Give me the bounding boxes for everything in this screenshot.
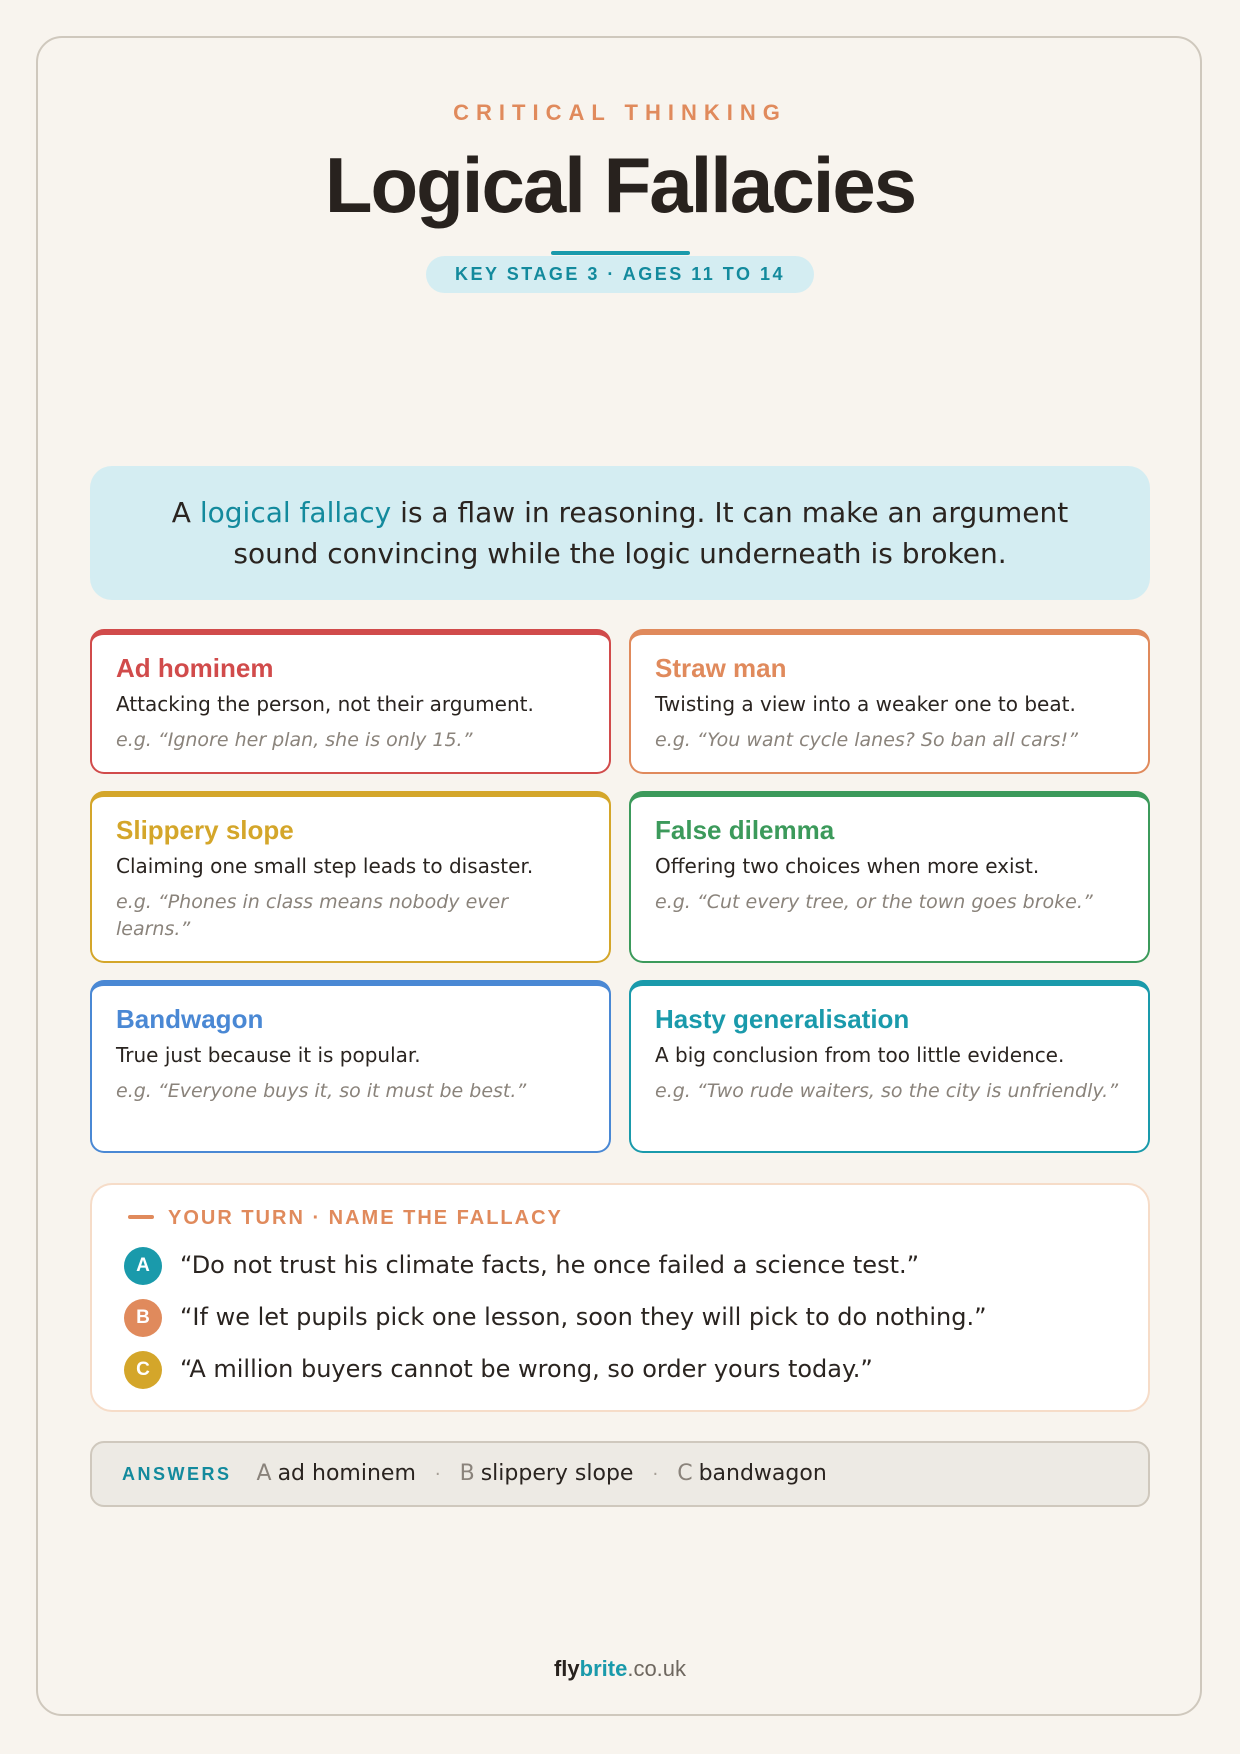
key-stage-badge: KEY STAGE 3 · AGES 11 TO 14 (426, 256, 814, 293)
fallacy-name: Hasty generalisation (655, 1004, 910, 1034)
answer-letter: C (677, 1461, 693, 1486)
fallacy-definition: Claiming one small step leads to disaster. (116, 854, 534, 878)
fallacy-example: e.g. “Phones in class means nobody ever learns.” (116, 891, 509, 940)
fallacy-example: e.g. “Ignore her plan, she is only 15.” (116, 729, 473, 751)
dash-icon (128, 1215, 154, 1219)
your-turn-heading (128, 1207, 563, 1230)
fallacy-name: Bandwagon (116, 1004, 264, 1034)
intro-box (90, 466, 1150, 600)
eyebrow-label: CRITICAL THINKING (453, 100, 787, 125)
fallacy-name: Straw man (655, 653, 787, 683)
question-text: “Do not trust his climate facts, he once failed a science test.” (180, 1251, 920, 1279)
fallacy-definition: Attacking the person, not their argument. (116, 692, 534, 716)
fallacy-name: Slippery slope (116, 815, 294, 845)
answer-text: ad hominem (277, 1461, 416, 1486)
answer-separator: · (434, 1464, 441, 1485)
intro-text-start: A (171, 496, 200, 529)
question-item (124, 1297, 987, 1337)
fallacy-example: e.g. “Cut every tree, or the town goes broke.” (655, 891, 1093, 913)
fallacy-example: e.g. “Two rude waiters, so the city is unfriendly.” (655, 1080, 1119, 1102)
answer-text: slippery slope (480, 1461, 634, 1486)
fallacy-definition: A big conclusion from too little evidence. (655, 1043, 1065, 1067)
brand-part-brite: brite (579, 1656, 628, 1681)
answer-letter: A (256, 1461, 272, 1486)
answer-text: bandwagon (698, 1461, 827, 1486)
question-text: “If we let pupils pick one lesson, soon they will pick to do nothing.” (180, 1303, 987, 1331)
intro-text-end: is a flaw in reasoning. It can make an argument sound convincing while the logic underneath is broken. (233, 496, 1069, 570)
fallacy-card (90, 791, 611, 963)
your-turn-box (90, 1183, 1150, 1412)
fallacy-definition: True just because it is popular. (116, 1043, 421, 1067)
fallacy-card (629, 629, 1150, 774)
fallacy-card (629, 980, 1150, 1153)
question-text: “A million buyers cannot be wrong, so order yours today.” (180, 1355, 873, 1383)
letter-badge-icon: C (124, 1351, 162, 1389)
fallacy-name: Ad hominem (116, 653, 274, 683)
answer-separator: · (652, 1464, 659, 1485)
fallacy-example: e.g. “Everyone buys it, so it must be best.” (116, 1080, 527, 1102)
question-item (124, 1245, 919, 1285)
fallacy-card (90, 980, 611, 1153)
your-turn-heading-text: YOUR TURN · NAME THE FALLACY (168, 1207, 563, 1229)
fallacy-example: e.g. “You want cycle lanes? So ban all cars!” (655, 729, 1078, 751)
footer-brand (0, 1656, 1240, 1682)
fallacy-definition: Twisting a view into a weaker one to beat. (655, 692, 1076, 716)
fallacy-card (629, 791, 1150, 963)
answers-label: ANSWERS (122, 1464, 232, 1484)
brand-part-fly: fly (553, 1656, 580, 1681)
letter-badge-icon: B (124, 1299, 162, 1337)
question-item (124, 1349, 873, 1389)
fallacy-card (90, 629, 611, 774)
brand-domain: .co.uk (627, 1656, 687, 1681)
answer-letter: B (459, 1461, 475, 1486)
title-underline (551, 251, 690, 255)
letter-badge-icon: A (124, 1247, 162, 1285)
intro-highlight: logical fallacy (199, 496, 392, 529)
fallacy-name: False dilemma (655, 815, 835, 845)
page-title: Logical Fallacies (324, 141, 916, 229)
answers-bar (90, 1441, 1150, 1507)
fallacy-definition: Offering two choices when more exist. (655, 854, 1040, 878)
